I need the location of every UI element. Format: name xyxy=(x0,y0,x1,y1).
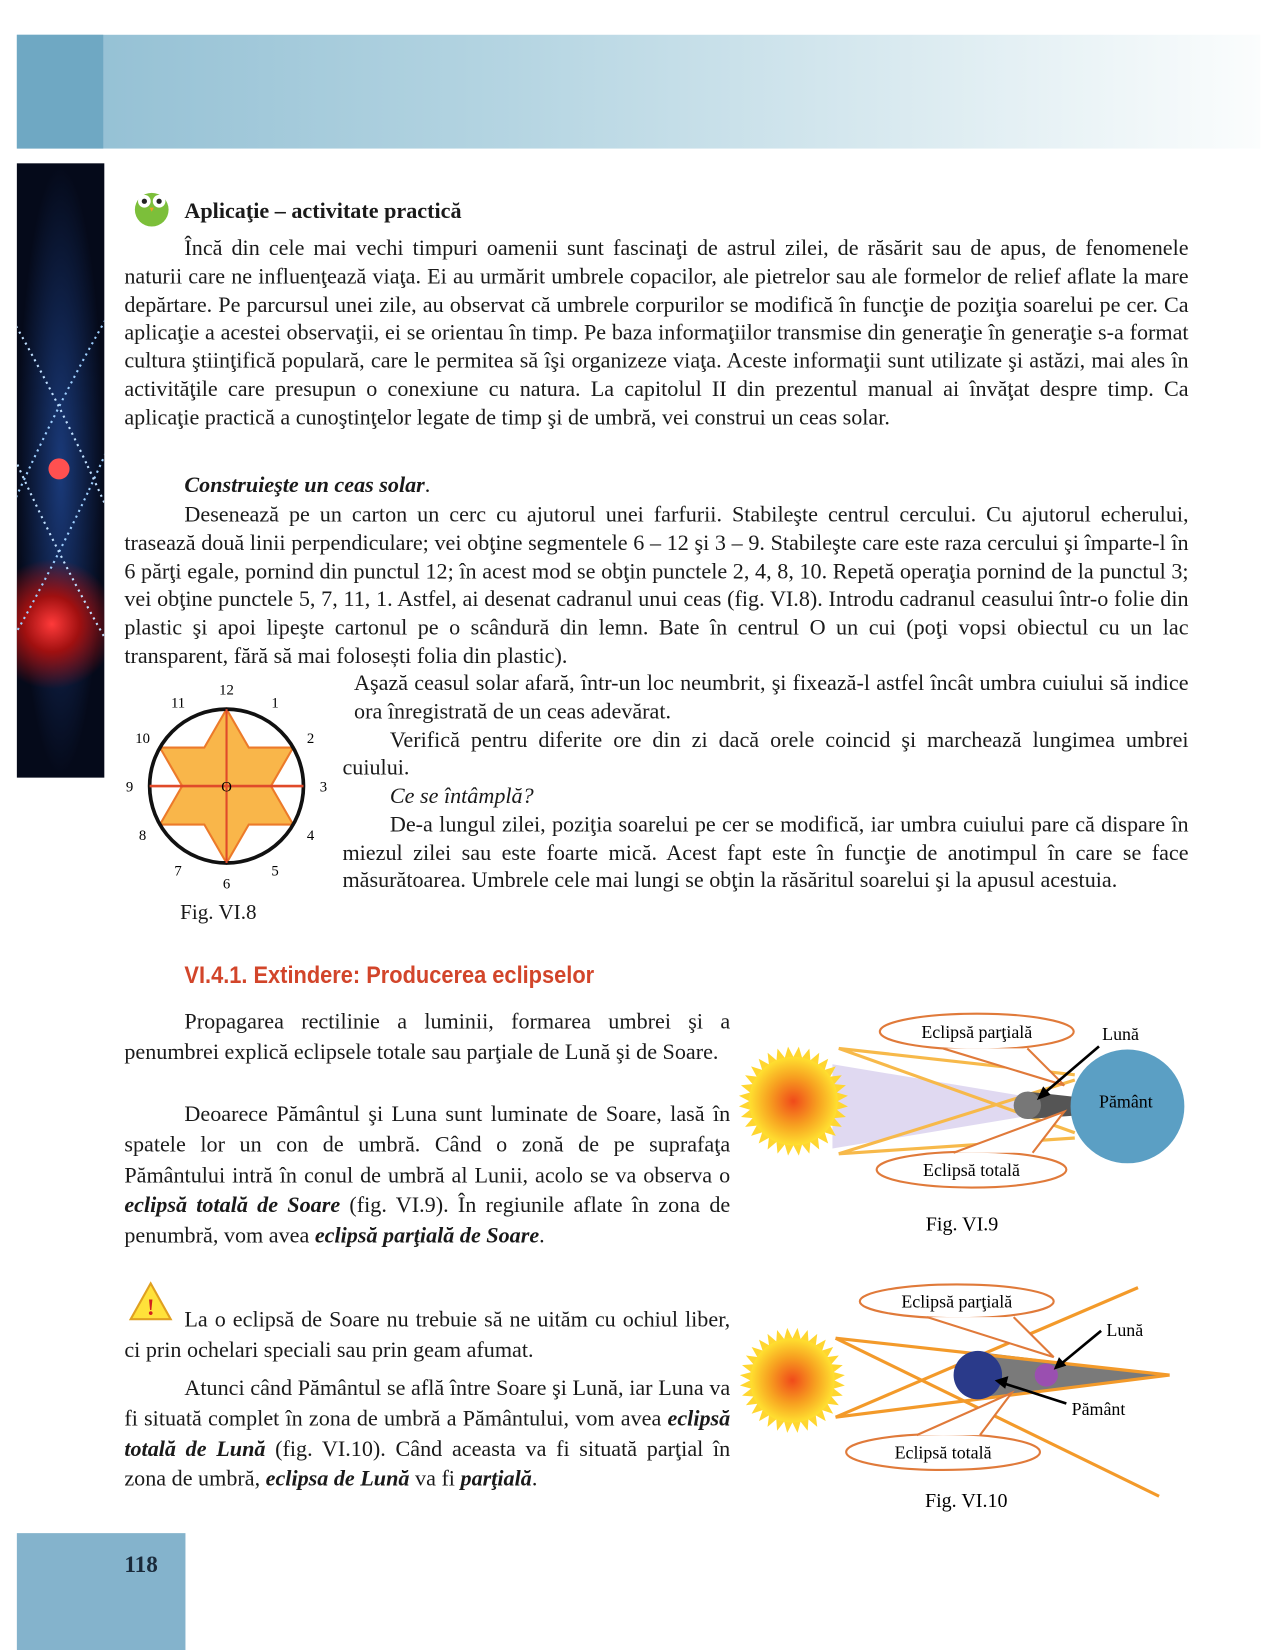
arrow-icon xyxy=(1059,1331,1101,1366)
eclipse-paragraph-1: Propagarea rectilinie a luminii, formarea umbrei şi a penumbrei explică eclipsele totale sau parţiale de Lună şi de Soare. xyxy=(124,1008,731,1065)
hour-label-9: 9 xyxy=(125,779,134,796)
fig10-earth-label: Pământ xyxy=(1071,1399,1126,1420)
decorative-atom-image xyxy=(17,163,104,777)
hour-label-11: 11 xyxy=(170,695,186,712)
svg-text:!: ! xyxy=(146,1295,155,1322)
section-title: Aplicaţie – activitate practică xyxy=(184,198,462,224)
fig9-moon-label: Lună xyxy=(1102,1024,1139,1045)
fig9-earth-label: Pământ xyxy=(1099,1091,1153,1112)
header-banner-accent xyxy=(17,35,103,149)
hour-label-7: 7 xyxy=(174,863,182,880)
term-total-lunar: eclipsă totală de Lună xyxy=(124,1405,731,1462)
text: . xyxy=(539,1222,545,1248)
answer-paragraph: De-a lungul zilei, poziţia soarelui pe cer se modifică, iar umbra cuiului pare că dispare în miezul zilei sau este foarte mică. Acest fapt este în funcţie de anotimpul în care se face măsurătoarea. Umbrele cele mai lungi se obţin la răsăritul soarelui şi la apusul acestuia. xyxy=(342,811,1189,893)
text: Atunci când Pământul se află între Soare şi Lună, iar Luna va fi situată complet în zona de umbră a Pământului, vom avea xyxy=(124,1375,731,1431)
eclipse-figures xyxy=(732,1001,1206,1517)
page-number-box xyxy=(17,1533,186,1650)
hour-label-5: 5 xyxy=(271,863,279,880)
sun xyxy=(750,1338,834,1422)
fig10-caption: Fig. VI.10 xyxy=(924,1489,1008,1512)
owl-icon xyxy=(129,182,175,228)
hour-label-8: 8 xyxy=(138,827,147,844)
verify-paragraph: Verifică pentru diferite ore din zi dacă orele coincid şi marchează lungimea umbrei cuiului. xyxy=(342,726,1189,781)
fig10-moon-label: Lună xyxy=(1106,1320,1144,1341)
fig9-caption: Fig. VI.9 xyxy=(925,1213,999,1236)
warning-paragraph: La o eclipsă de Soare nu trebuie să ne uităm cu ochiul liber, ci prin ochelari speciali sau prin geam afumat. xyxy=(124,1306,731,1363)
term-total-solar: eclipsă totală de Soare xyxy=(124,1192,341,1218)
atom-orbits-icon xyxy=(17,163,104,777)
center-label: O xyxy=(221,779,232,796)
hour-label-2: 2 xyxy=(306,730,315,747)
fig10-lunar-eclipse xyxy=(740,1284,1170,1511)
eclipse-paragraph-2 xyxy=(124,1099,730,1251)
fig10-total-label: Eclipsă totală xyxy=(894,1442,992,1463)
hour-label-12: 12 xyxy=(219,682,234,699)
place-text: Aşază ceasul solar afară, într-un loc neumbrit, şi fixează-l astfel încât umbra cuiului să indice ora înregistrată de un ceas adevărat. xyxy=(354,670,1189,724)
moon xyxy=(1035,1363,1058,1386)
fig8-caption: Fig. VI.8 xyxy=(180,900,257,925)
hour-label-10: 10 xyxy=(135,730,150,747)
earth xyxy=(954,1351,1002,1399)
build-title: Construieşte un ceas solar xyxy=(184,472,425,498)
term-partial-solar: eclipsă parţială de Soare xyxy=(314,1222,540,1248)
hour-label-1: 1 xyxy=(271,695,279,712)
text: va fi xyxy=(409,1466,461,1492)
place-paragraph xyxy=(342,669,1188,725)
intro-paragraph: Încă din cele mai vechi timpuri oamenii sunt fascinaţi de astrul zilei, de răsărit sau de apus, de fenomenele naturii care ne influenţează viaţa. Ei au urmărit umbrele copacilor, ale pietrelor sau ale formelor de relief aflate la mare depărtare. Pe parcursul unei zile, au observat că umbrele corpurilor se modifică în funcţie de poziţia soarelui pe cer. Ca aplicaţie a acestei observaţii, ei se orientau în timp. Pe baza informaţiilor transmise din generaţie în generaţie s-a format cultura ştiinţifică populară, care le permitea să îşi organizeze viaţa. Aceste informaţii sunt utilizate şi astăzi, mai ales în activităţile care presupun o conexiune cu natura. La capitolul II din prezentul manual ai învăţat despre timp. Ca aplicaţie practică a cunoştinţelor legate de timp şi de umbră, vei construi un ceas solar. xyxy=(124,234,1189,430)
term-lunar-eclipse: eclipsa de Lună xyxy=(265,1466,410,1492)
text: (fig. VI.9). În regiunile aflate în zona de penumbră, vom avea xyxy=(124,1192,731,1248)
term-partial: parţială xyxy=(460,1466,532,1492)
question: Ce se întâmplă? xyxy=(389,782,534,809)
subsection-title: Construieşte un ceas solar. xyxy=(184,472,431,498)
sundial-figure xyxy=(116,674,343,901)
sun xyxy=(749,1057,838,1146)
hour-label-6: 6 xyxy=(222,876,231,893)
fig9-partial-label: Eclipsă parţială xyxy=(921,1021,1033,1042)
text: . xyxy=(531,1466,538,1492)
fig9-total-label: Eclipsă totală xyxy=(923,1159,1020,1180)
header-banner xyxy=(17,35,1260,149)
text: Deoarece Pământul şi Luna sunt luminate de Soare, lasă în spatele lor un con de umbră. Când o zonă de pe suprafaţa Pământului intră în conul de umbră al Lunii, acolo se va observa o xyxy=(124,1101,731,1188)
eclipse-paragraph-3 xyxy=(124,1373,730,1494)
observation-text xyxy=(342,669,1188,894)
extension-heading: VI.4.1. Extindere: Producerea eclipselor xyxy=(184,960,595,989)
fig9-solar-eclipse xyxy=(739,1014,1184,1236)
moon xyxy=(1014,1092,1041,1119)
instructions-paragraph: Desenează pe un carton un cerc cu ajutorul unei farfurii. Stabileşte centrul cercului. Cu ajutorul echerului, trasează două linii perpendiculare; vei obţine segmentele 6 – 12 şi 3 – 9. Stabileşte care este raza cercului şi împarte-l în 6 părţi egale, pornind din punctul 12; în acest mod se obţin punctele 2, 4, 8, 10. Repetă operaţia pornind de la punctul 3; vei obţine punctele 5, 7, 11, 1. Astfel, ai desenat cadranul unui ceas (fig. VI.8). Introdu cadranul ceasului într-o folie din plastic şi apoi lipeşte cartonul pe o scândură din lemn. Bate în centrul O un cui (poţi vopsi obiectul cu un lac transparent, fără să mai folosești folia din plastic). xyxy=(124,501,1189,668)
fig10-partial-label: Eclipsă parţială xyxy=(901,1291,1013,1312)
text: (fig. VI.10). Când aceasta va fi situată parţial în zona de umbră, xyxy=(124,1435,731,1492)
page-number: 118 xyxy=(124,1551,158,1578)
hour-label-3: 3 xyxy=(319,779,328,796)
hour-label-4: 4 xyxy=(306,827,315,844)
